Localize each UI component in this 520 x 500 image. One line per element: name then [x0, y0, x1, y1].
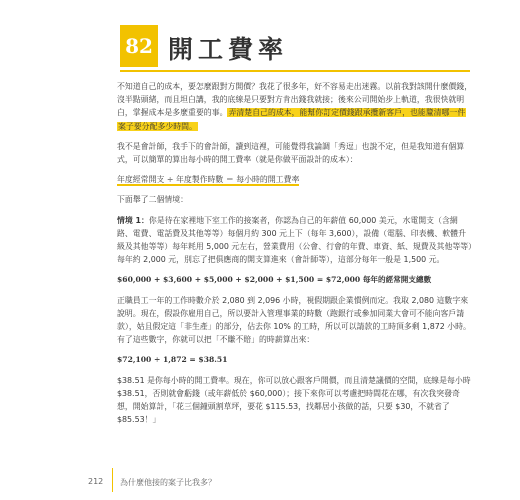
paragraph-conclusion: $38.51 是你每小時的開工費率。現在，你可以放心跟客戶開價，而且清楚議價的空間，底線是每小時 $38.51，否則就會虧錢（或年薪低於 $60,000）；接下來你可以考慮把時間花在哪，有次我突發奇想，開始算計，「花三個鐘頭割草坪，要花 $115.53，找鄰居小孩做的話，只要 $30，不就省了 $85.53！」	[117, 375, 471, 425]
paragraph-scenarios-intro: 下面舉了二個情境：	[117, 195, 189, 205]
paragraph-accountant: 我不是會計師，我手下的會計師，讀到這裡，可能覺得我論調「秀逗」也說不定，但是我知道有個算式，可以簡單的算出每小時的開工費率（就是你做平面設計的成本）：	[117, 141, 465, 165]
formula-break-even: $72,100 ÷ 1,872 = $38.51	[117, 355, 228, 365]
chapter-number: 82	[125, 34, 153, 58]
running-footer-title: 為什麼他接的案子比我多？	[120, 478, 216, 487]
paragraph-intro	[117, 80, 473, 133]
formula-hourly-rate-text: 年度經常開支 ÷ 年度製作時數 ＝ 每小時的開工費率	[117, 175, 300, 185]
footer-divider	[112, 468, 113, 492]
paragraph-scenario-1	[117, 214, 473, 267]
intro-text: 不知道自己的成本，要怎麼跟對方開價？我花了很多年，好不容易走出迷霧。以前我對該開什麼價錢，沒半點頭緒，而且坦白講，我的底線是只要對方肯出錢我就接；後來公司開始步上軌道，我很快就明白，掌握成本是多麼重要的事。	[117, 82, 473, 118]
chapter-number-badge	[120, 25, 158, 67]
scenario-label: 情境 1：	[117, 215, 149, 225]
paragraph-work-hours: 正職員工一年的工作時數介於 2,080 到 2,096 小時，視假期跟企業慣例而定。我取 2,080 這數字來說明。現在，假設你雇用自己，所以要計入管理事業的時數（跑銀行或參加同業大會可不能向客戶請款），姑且假定這「非生產」的部分，佔去你 10% 的工時，所以可以請款的工時頂多剩 1,872 小時。有了這些數字，你就可以把「不賺不賠」的時薪算出來：	[117, 295, 471, 345]
title-divider	[120, 70, 470, 72]
scenario-text: 你是待在家裡地下室工作的接案者，你認為自己的年薪值 60,000 美元，水電開支（含網路、電費、電話費及其他等等）每個月約 300 元上下（每年 3,600），設備（電腦、印表機、軟體升級及其他等等）每年耗用 5,000 元左右，營業費用（公會、行會的年費、車資、紙、規費及其他等等）每年約 2,000 元，別忘了把俱應商的開支算進來（會計師等），這部分每年一般是 1,500 元。	[117, 215, 473, 265]
page-number: 212	[88, 477, 104, 486]
page-title: 開工費率	[168, 35, 289, 64]
formula-hourly-rate	[117, 173, 473, 186]
highlighted-sentence: 弄清楚自己的成本，能幫你訂定價錢跟承攬新客戶，也能釐清哪一件案子要分配多少時間。	[118, 108, 466, 131]
article-body	[117, 80, 473, 433]
formula-overhead-total: $60,000 + $3,600 + $5,000 + $2,000 + $1,500 = $72,000 每年的經常開支總數	[117, 275, 432, 285]
